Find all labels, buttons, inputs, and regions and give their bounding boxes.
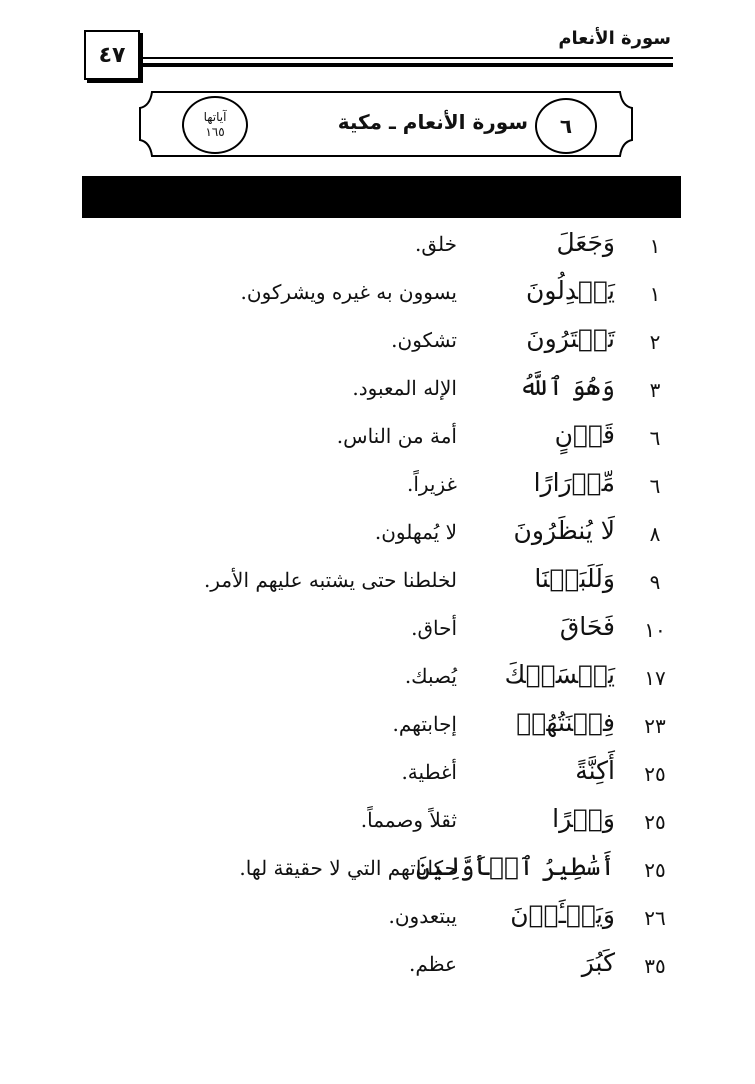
quran-word: وَهُوَ ٱللَّهُ xyxy=(519,372,615,401)
quran-word: أَكِنَّةً xyxy=(575,756,615,785)
quran-word: مِّدۡرَارًا xyxy=(533,468,615,497)
quran-word: أَسَٰطِيرُ ٱلۡأَوَّلِينَ xyxy=(415,852,615,881)
quran-word: وَقۡرًا xyxy=(552,804,615,833)
glossary-entry xyxy=(0,274,755,320)
quran-word: يَعۡدِلُونَ xyxy=(526,276,615,305)
ayah-number: ٦ xyxy=(649,426,661,450)
glossary-entry xyxy=(0,322,755,368)
word-meaning: الإله المعبود. xyxy=(352,376,457,400)
ayah-number: ٨ xyxy=(649,522,661,546)
word-meaning: خلق. xyxy=(414,232,457,256)
ayah-number: ٢٥ xyxy=(644,858,666,882)
ayah-number: ٢٦ xyxy=(644,906,666,930)
surah-title: سورة الأنعام ـ مكية xyxy=(337,110,528,134)
word-meaning: ثقلاً وصمماً. xyxy=(360,808,457,832)
word-meaning: عظم. xyxy=(408,952,457,976)
word-meaning: غزيراً. xyxy=(406,472,457,496)
verses-count: ١٦٥ xyxy=(205,125,225,139)
glossary-entry xyxy=(0,754,755,800)
quran-word: كَبُرَ xyxy=(581,948,615,977)
verses-label: آياتها xyxy=(203,110,227,124)
word-meaning: يسوون به غيره ويشركون. xyxy=(240,280,457,304)
running-header-title: سورة الأنعام xyxy=(558,28,671,49)
quran-word: فِتۡنَتُهُمۡ xyxy=(516,708,615,737)
word-meaning: يبتعدون. xyxy=(388,904,457,928)
ayah-number: ١٠ xyxy=(644,618,666,642)
surah-banner xyxy=(138,90,634,158)
ayah-number: ٢ xyxy=(649,330,661,354)
verses-count-badge xyxy=(182,96,248,154)
ayah-number: ١ xyxy=(649,282,661,306)
glossary-entry xyxy=(0,418,755,464)
ayah-number: ٢٥ xyxy=(644,762,666,786)
quran-word: يَمۡسَسۡكَ xyxy=(504,660,615,689)
word-meaning: أغطية. xyxy=(401,760,457,784)
glossary-entry xyxy=(0,226,755,272)
quran-word: تَمۡتَرُونَ xyxy=(526,324,615,353)
header-rule-thin xyxy=(136,57,673,59)
page-number: ٤٧ xyxy=(84,30,140,80)
glossary-entry xyxy=(0,850,755,896)
quran-word: وَلَلَبَسۡنَا xyxy=(534,564,615,593)
glossary-entry xyxy=(0,466,755,512)
glossary-entry xyxy=(0,706,755,752)
quran-word: وَجَعَلَ xyxy=(556,228,615,257)
section-bar xyxy=(82,176,681,218)
glossary-entry xyxy=(0,562,755,608)
ayah-number: ٣ xyxy=(649,378,661,402)
ayah-number: ١٧ xyxy=(644,666,666,690)
ayah-number: ٢٥ xyxy=(644,810,666,834)
glossary-entry xyxy=(0,370,755,416)
glossary-entry xyxy=(0,946,755,992)
word-meaning: لخلطنا حتى يشتبه عليهم الأمر. xyxy=(203,568,457,592)
ayah-number: ١ xyxy=(649,234,661,258)
quran-word: وَيَنۡـَٔوۡنَ xyxy=(510,900,615,929)
ayah-number: ٣٥ xyxy=(644,954,666,978)
glossary-entry xyxy=(0,658,755,704)
quran-word: لَا يُنظَرُونَ xyxy=(513,516,615,545)
word-meaning: أمة من الناس. xyxy=(336,424,457,448)
word-meaning: حكاياتهم التي لا حقيقة لها. xyxy=(239,856,457,880)
word-meaning: أحاق. xyxy=(411,616,457,640)
surah-number-badge: ٦ xyxy=(535,98,597,154)
word-meaning: تشكون. xyxy=(391,328,457,352)
glossary-entry xyxy=(0,610,755,656)
glossary-entry xyxy=(0,802,755,848)
quran-word: قَرۡنٍ xyxy=(554,420,615,449)
glossary-entry xyxy=(0,898,755,944)
ayah-number: ٩ xyxy=(649,570,661,594)
word-meaning: لا يُمهلون. xyxy=(374,520,457,544)
glossary-entry xyxy=(0,514,755,560)
header-rule-thick xyxy=(136,63,673,67)
ayah-number: ٢٣ xyxy=(644,714,666,738)
word-meaning: يُصبك. xyxy=(404,664,457,688)
ayah-number: ٦ xyxy=(649,474,661,498)
word-meaning: إجابتهم. xyxy=(392,712,457,736)
quran-word: فَحَاقَ xyxy=(559,612,615,641)
